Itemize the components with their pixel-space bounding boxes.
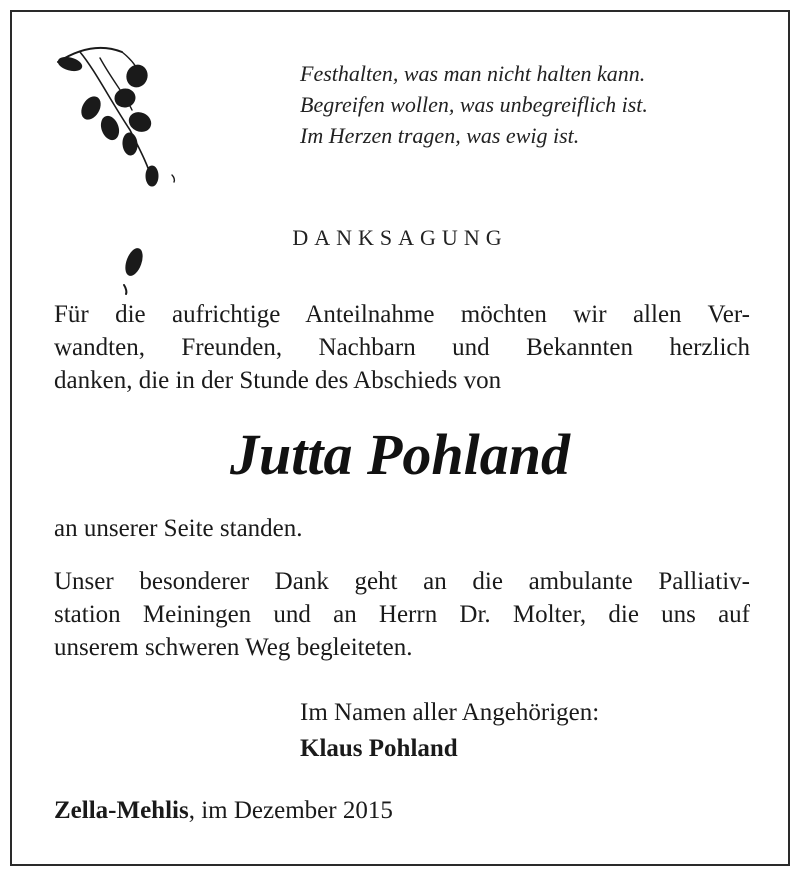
- closing-text: an unserer Seite standen.: [54, 515, 303, 542]
- motto-verse: [300, 58, 648, 151]
- signer-name: Klaus Pohland: [300, 735, 458, 762]
- birch-branch-icon: [40, 40, 190, 300]
- thanks-line: Unser besonderer Dank geht an die ambulante Palliativ-: [54, 568, 750, 595]
- intro-line: Für die aufrichtige Anteilnahme möchten wir allen Ver-: [54, 301, 750, 328]
- motto-line: Begreifen wollen, was unbegreiflich ist.: [300, 92, 648, 117]
- thanks-line: unserem schweren Weg begleiteten.: [54, 634, 413, 661]
- intro-line: wandten, Freunden, Nachbarn und Bekannten herzlich: [54, 334, 750, 361]
- intro-line: danken, die in der Stunde des Abschieds von: [54, 367, 502, 394]
- motto-line: Festhalten, was man nicht halten kann.: [300, 61, 646, 86]
- notice-heading: DANKSAGUNG: [292, 225, 508, 250]
- closing-line: [54, 512, 303, 545]
- motto-line: Im Herzen tragen, was ewig ist.: [300, 123, 580, 148]
- signature-block: [300, 695, 599, 767]
- intro-paragraph: [54, 298, 754, 397]
- place-date: , im Dezember 2015: [188, 797, 393, 824]
- place-city: Zella-Mehlis: [54, 797, 189, 824]
- place-date-line: [54, 796, 393, 826]
- signature-prefix: Im Namen aller Angehörigen:: [300, 699, 600, 726]
- thanks-paragraph: [54, 565, 750, 664]
- deceased-name: Jutta Pohland: [229, 422, 571, 487]
- thanks-line: station Meiningen und an Herrn Dr. Molter, die uns auf: [54, 601, 750, 628]
